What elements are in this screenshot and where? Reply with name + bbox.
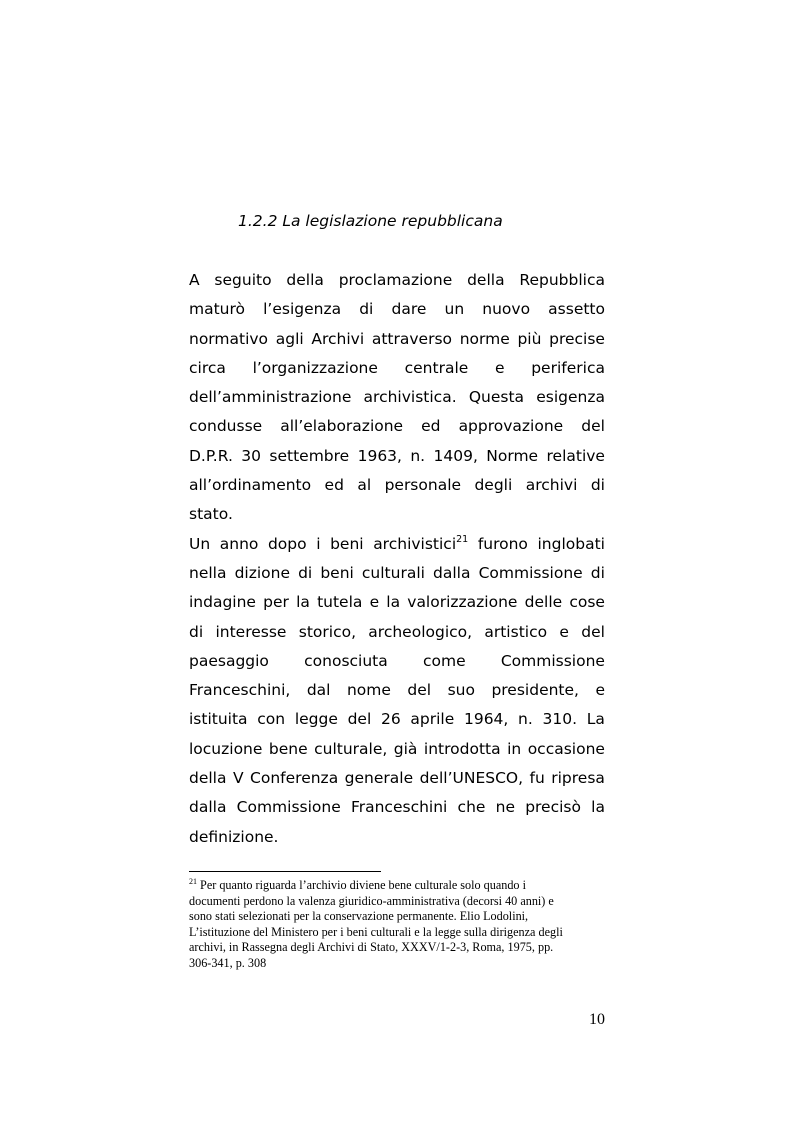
text-line — [189, 735, 605, 764]
word: di — [590, 476, 605, 495]
text-line — [189, 530, 605, 559]
word: e — [559, 622, 569, 641]
word: del — [347, 710, 372, 729]
word: dizione — [234, 563, 290, 582]
word: inglobati — [537, 534, 605, 553]
text-line — [189, 354, 605, 383]
text-line — [189, 500, 605, 529]
word: approvazione — [458, 417, 564, 436]
word: 1963, — [357, 446, 402, 465]
word: della — [467, 271, 505, 289]
text-line — [189, 647, 605, 676]
word: nome — [346, 681, 391, 700]
text-line — [189, 793, 605, 822]
word: in — [507, 739, 522, 758]
word: introdotta — [423, 739, 501, 758]
word: un — [444, 300, 465, 319]
text-line — [189, 764, 605, 793]
word: l’esigenza — [263, 300, 342, 319]
text-line — [189, 266, 605, 295]
footnote-line: 306-341, p. 308 — [189, 955, 267, 970]
word: più — [517, 329, 542, 348]
word: Un — [189, 534, 211, 553]
word: artistico — [484, 622, 548, 641]
word: Commissione — [236, 798, 341, 817]
word: la — [386, 593, 401, 612]
word: Franceschini — [350, 798, 448, 817]
word: la — [296, 593, 310, 612]
word: occasione — [527, 739, 605, 758]
word: relative — [546, 446, 605, 465]
word: archivi — [525, 476, 578, 495]
text-line — [189, 618, 605, 647]
word: proclamazione — [338, 271, 453, 289]
word: 1964, — [463, 710, 509, 729]
word: Archivi — [311, 329, 365, 348]
word: conosciuta — [304, 651, 388, 670]
text-line — [189, 823, 605, 852]
word: la — [591, 798, 605, 817]
word: degli — [474, 476, 513, 495]
word: Conferenza — [250, 769, 339, 788]
word: indagine — [189, 593, 256, 612]
word: del — [407, 681, 432, 700]
body-paragraphs — [189, 266, 605, 852]
word: attraverso — [371, 329, 453, 348]
word: anno — [219, 534, 259, 553]
word: settembre — [269, 446, 350, 465]
word: 30 — [241, 446, 261, 465]
footnote-separator — [189, 871, 381, 872]
text-line — [189, 295, 605, 324]
word: maturò — [189, 300, 246, 319]
word: tutela — [317, 593, 363, 612]
word: A — [189, 271, 200, 289]
text-line — [189, 412, 605, 441]
footnote-line: L’istituzione del Ministero per i beni culturali e la legge sulla dirigenza degli — [189, 924, 563, 939]
word: del — [581, 622, 605, 641]
word: Questa — [468, 388, 525, 407]
word: dell’amministrazione — [189, 388, 352, 407]
word: assetto — [548, 300, 605, 319]
word: i — [316, 534, 321, 553]
word: esigenza — [536, 388, 605, 407]
section-heading: 1.2.2 La legislazione repubblicana — [238, 212, 503, 230]
word: seguito — [214, 271, 272, 289]
word: Commissione — [500, 651, 605, 670]
text-line — [189, 559, 605, 588]
word: Franceschini, — [189, 681, 291, 700]
word: di — [359, 300, 374, 319]
footnote — [189, 878, 609, 972]
word: della — [286, 271, 324, 289]
word: cose — [569, 593, 605, 612]
word: archeologico, — [368, 622, 473, 641]
word: culturali — [361, 563, 425, 582]
word: e — [595, 681, 605, 700]
word: condusse — [189, 417, 263, 436]
word: fu — [529, 769, 545, 788]
word: ed — [421, 417, 441, 436]
word: norme — [459, 329, 510, 348]
text-line — [189, 442, 605, 471]
word: dalla — [433, 563, 471, 582]
footnote-line: archivi, in Rassegna degli Archivi di Stato, XXXV/1-2-3, Roma, 1975, pp. — [189, 940, 554, 955]
word: ripresa — [551, 769, 605, 788]
word: come — [422, 651, 466, 670]
word: 310. — [542, 710, 578, 729]
word: per — [263, 593, 289, 612]
word: V — [232, 769, 244, 788]
word: con — [257, 710, 286, 729]
word: e — [494, 358, 505, 377]
word: normativo — [189, 329, 269, 348]
word: delle — [524, 593, 563, 612]
word: beni — [320, 563, 354, 582]
word: 1409, — [433, 446, 478, 465]
word: della — [189, 769, 227, 788]
word: periferica — [531, 358, 605, 377]
word: suo — [447, 681, 475, 700]
word: istituita — [189, 710, 248, 729]
text-line — [189, 588, 605, 617]
word: valorizzazione — [407, 593, 518, 612]
footnote-marker: 21 — [189, 877, 197, 886]
word: Repubblica — [519, 271, 605, 289]
word: beni — [330, 534, 364, 553]
word: generale — [344, 769, 414, 788]
word: e — [369, 593, 380, 612]
word: circa — [189, 358, 226, 377]
word: presidente, — [491, 681, 579, 700]
word: precisò — [525, 798, 581, 817]
footnote-reference: 21 — [456, 533, 469, 545]
text-line — [189, 383, 605, 412]
word: stato. — [189, 505, 233, 524]
word: archivistica. — [363, 388, 457, 407]
word: n. — [410, 446, 426, 465]
footnote-line: sono stati selezionati per la conservazione permanente. Elio Lodolini, — [189, 909, 529, 924]
word: del — [581, 417, 605, 436]
word: al — [357, 476, 372, 495]
word: locuzione — [189, 739, 263, 758]
page-number: 10 — [589, 1011, 605, 1028]
word: centrale — [404, 358, 469, 377]
text-line — [189, 471, 605, 500]
word: all’ordinamento — [189, 476, 312, 495]
word: furono — [477, 534, 528, 553]
word: paesaggio — [189, 651, 269, 670]
word: ed — [324, 476, 344, 495]
text-line — [189, 705, 605, 734]
word: definizione. — [189, 827, 279, 846]
word: di — [590, 563, 605, 582]
word: all’elaborazione — [280, 417, 404, 436]
word: bene — [268, 739, 308, 758]
word: nella — [189, 563, 227, 582]
text-line — [189, 676, 605, 705]
word: precise — [549, 329, 605, 348]
word: Norme — [486, 446, 539, 465]
word: di — [298, 563, 313, 582]
word: già — [393, 739, 418, 758]
word: n. — [518, 710, 533, 729]
word: Commissione — [478, 563, 583, 582]
word: storico, — [298, 622, 356, 641]
footnote-line: documenti perdono la valenza giuridico-amministrativa (decorsi 40 anni) e — [189, 893, 554, 908]
word: di — [189, 622, 204, 641]
word: interesse — [215, 622, 287, 641]
word: dopo — [267, 534, 307, 553]
word: dare — [391, 300, 427, 319]
word: dell’UNESCO, — [419, 769, 524, 788]
word: La — [586, 710, 605, 729]
word: che — [457, 798, 486, 817]
word: dalla — [189, 798, 227, 817]
word: dal — [306, 681, 331, 700]
footnote-line: $^{21}$ Per quanto riguarda l’archivio diviene bene culturale solo quando i — [189, 877, 526, 892]
word: ne — [495, 798, 515, 817]
word: nuovo — [482, 300, 531, 319]
word: l’organizzazione — [252, 358, 378, 377]
word: archivistici$^{21}$ — [373, 533, 469, 553]
word: aprile — [410, 710, 455, 729]
word: culturale, — [314, 739, 388, 758]
word: personale — [384, 476, 462, 495]
word: legge — [294, 710, 338, 729]
word: agli — [275, 329, 304, 348]
word: D.P.R. — [189, 446, 233, 465]
word: 26 — [380, 710, 401, 729]
text-line — [189, 325, 605, 354]
